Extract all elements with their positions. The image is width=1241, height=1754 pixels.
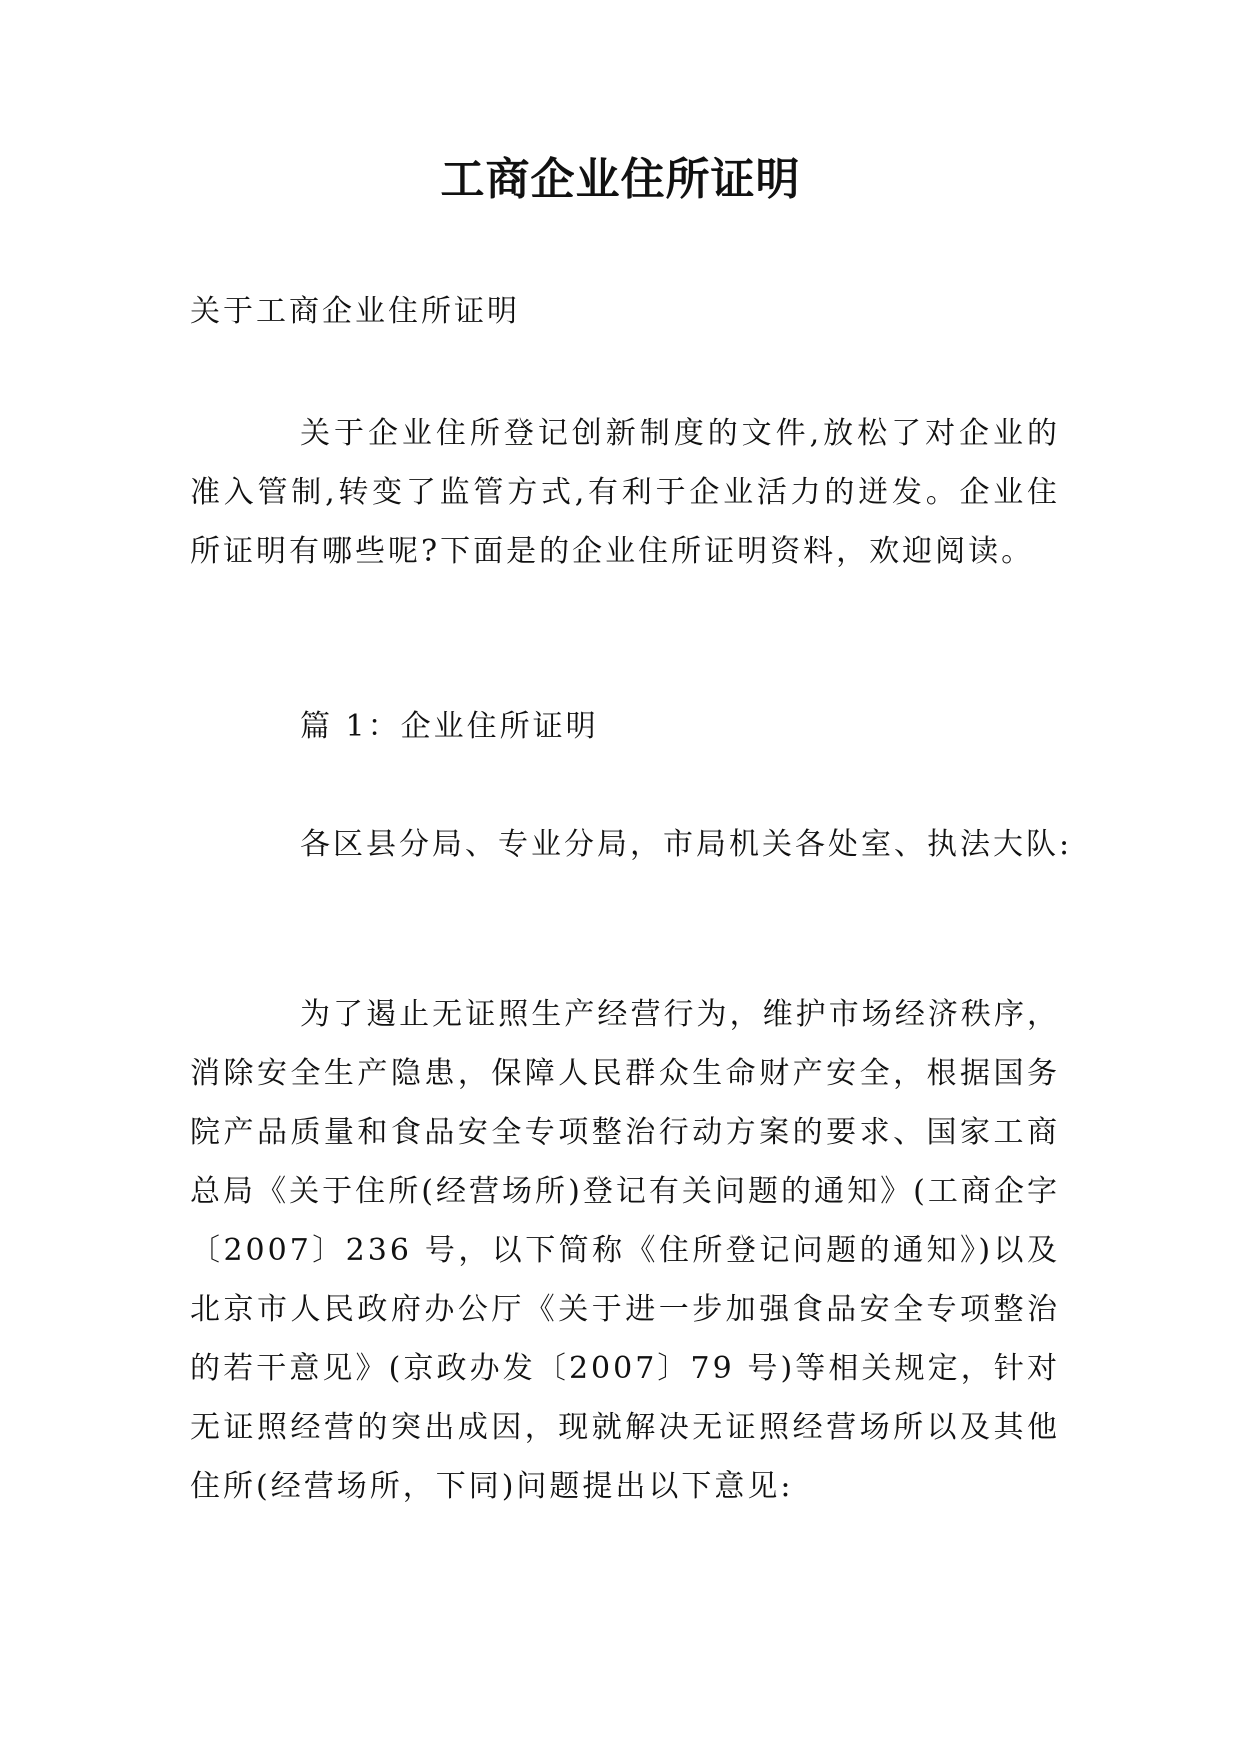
document-title: 工商企业住所证明 [440, 154, 801, 205]
intro-paragraph: 关于企业住所登记创新制度的文件,放松了对企业的准入管制,转变了监管方式,有利于企业活力的迸发。企业住所证明有哪些呢?下面是的企业住所证明资料，欢迎阅读。 [190, 416, 1060, 569]
salutation-paragraph: 各区县分局、专业分局，市局机关各处室、执法大队: [300, 827, 1073, 862]
section-heading: 篇 1：企业住所证明 [300, 709, 599, 744]
body-paragraph: 为了遏止无证照生产经营行为，维护市场经济秩序，消除安全生产隐患，保障人民群众生命财产安全，根据国务院产品质量和食品安全专项整治行动方案的要求、国家工商总局《关于住所(经营场所)登记有关问题的通知》(工商企字〔2007〕236 号，以下简称《住所登记问题的通知》)以及北京市人民政府办公厅《关于进一步加强食品安全专项整治的若干意见》(京政办发〔2007〕79 号)等相关规定，针对无证照经营的突出成因，现就解决无证照经营场所以及其他住所(经营场所，下同)问题提出以下意见: [190, 997, 1060, 1504]
document-subtitle: 关于工商企业住所证明 [190, 294, 520, 329]
